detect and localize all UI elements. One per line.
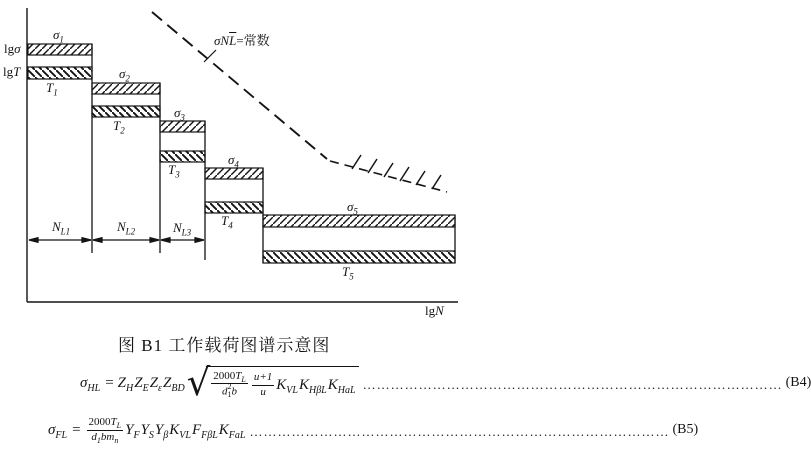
- b4-ze: $Z_E$: [134, 374, 149, 394]
- t1-bar: [28, 67, 92, 79]
- lg-prefix: lg: [3, 64, 14, 79]
- b5-yb: $Y_\beta$: [154, 421, 169, 441]
- sn-curve: [152, 12, 447, 192]
- sigma1-label: $\sigma_1$: [53, 27, 64, 45]
- arrow-right-3: [195, 238, 204, 243]
- step-edges: [92, 44, 455, 263]
- b5-kvl: $K_{VL}$: [169, 421, 191, 441]
- sn-constant-label: [214, 34, 270, 47]
- b4-zh: $Z_H$: [117, 374, 134, 394]
- arrow-left-1: [29, 238, 38, 243]
- arrow-left-3: [161, 238, 170, 243]
- b4-zeps: $Z_\varepsilon$: [149, 374, 162, 394]
- t2-bar: [92, 106, 160, 117]
- nl3-label: $N_{L3}$: [173, 220, 192, 238]
- lg-prefix: lg: [425, 303, 436, 318]
- sigma3-bar: [160, 121, 205, 132]
- b4-equals: =: [105, 374, 114, 391]
- t5-bar: [263, 251, 455, 263]
- y-axis-label-t: [3, 65, 20, 78]
- b5-lhs: $\sigma_{FL}$: [48, 421, 68, 441]
- lg-prefix: lg: [4, 41, 15, 56]
- b4-radicand: [206, 366, 358, 401]
- b4-frac-torque: $2000T_L$ d 2 1 b: [213, 369, 246, 400]
- b5-equation-number: (B5): [672, 422, 699, 437]
- t-symbol: T: [13, 64, 21, 79]
- t3-label: $T_3$: [168, 162, 180, 180]
- sigma3-label: $\sigma_3$: [174, 105, 185, 123]
- n-symbol: N: [435, 303, 444, 318]
- b4-khbl: $K_{H\beta L}$: [298, 376, 327, 396]
- arrow-right-2: [150, 238, 159, 243]
- x-axis-label-n: [425, 304, 444, 317]
- t3-bar: [160, 151, 205, 162]
- b4-dot-leader: ………………………………………………………………………………: [362, 377, 783, 392]
- radical-sign: √: [186, 360, 211, 404]
- b4-frac-ratio: $\frac{u+1}{u}$: [253, 370, 273, 398]
- endurance-hatching: [352, 155, 441, 189]
- t4-label: $T_4$: [221, 213, 233, 231]
- b5-ys: $Y_S$: [140, 421, 154, 441]
- t1-label: $T_1$: [46, 80, 58, 98]
- b5-frac-torque: $\frac{2000T_L}{d_1bm_n}$: [88, 415, 122, 445]
- nl1-label: $N_{L1}$: [52, 219, 71, 237]
- b5-ffbl: $F_{F\beta L}$: [191, 421, 218, 441]
- b5-equals: =: [72, 421, 81, 438]
- b4-sqrt: [186, 360, 359, 404]
- b4-lhs: $\sigma_{HL}$: [80, 374, 101, 394]
- sn-equals: =: [236, 33, 244, 48]
- formula-b5: [0, 408, 699, 452]
- figure-caption: 图 B1 工作载荷图谱示意图: [118, 336, 331, 355]
- sigma5-bar: [263, 215, 455, 227]
- sigma2-bar: [92, 83, 160, 94]
- sn-curve-endurance: [330, 161, 447, 192]
- y-axis-label-sigma: [4, 42, 21, 55]
- sn-constant-text: 常数: [243, 33, 270, 48]
- sigma4-bar: [205, 168, 263, 179]
- sigma1-bar: [28, 44, 92, 55]
- sn-l-bar: $\overline{L}$: [229, 33, 237, 48]
- b4-kvl: $K_{VL}$: [276, 376, 298, 396]
- t4-bar: [205, 202, 263, 213]
- sigma-symbol: σ: [14, 41, 21, 56]
- b4-zbd: $Z_{BD}$: [163, 374, 185, 394]
- nl2-label: $N_{L2}$: [117, 219, 136, 237]
- t2-label: $T_2$: [113, 118, 125, 136]
- arrow-right-1: [82, 238, 91, 243]
- sigma2-label: $\sigma_2$: [119, 66, 130, 84]
- nl-dimension-line: [29, 238, 204, 243]
- sigma5-label: $\sigma_5$: [347, 199, 358, 217]
- b4-equation-number: (B4): [785, 375, 811, 390]
- arrow-left-2: [93, 238, 102, 243]
- b5-yf: $Y_F$: [125, 421, 140, 441]
- b5-kfal: $K_{FaL}$: [218, 421, 246, 441]
- formula-b4: [0, 360, 811, 406]
- b5-dot-leader: ………………………………………………………………………………: [249, 424, 670, 439]
- b4-khal: $K_{HaL}$: [327, 376, 356, 396]
- t5-label: $T_5$: [342, 264, 354, 282]
- sigma4-label: $\sigma_4$: [228, 152, 239, 170]
- sn-sigma-n: σN: [214, 33, 230, 48]
